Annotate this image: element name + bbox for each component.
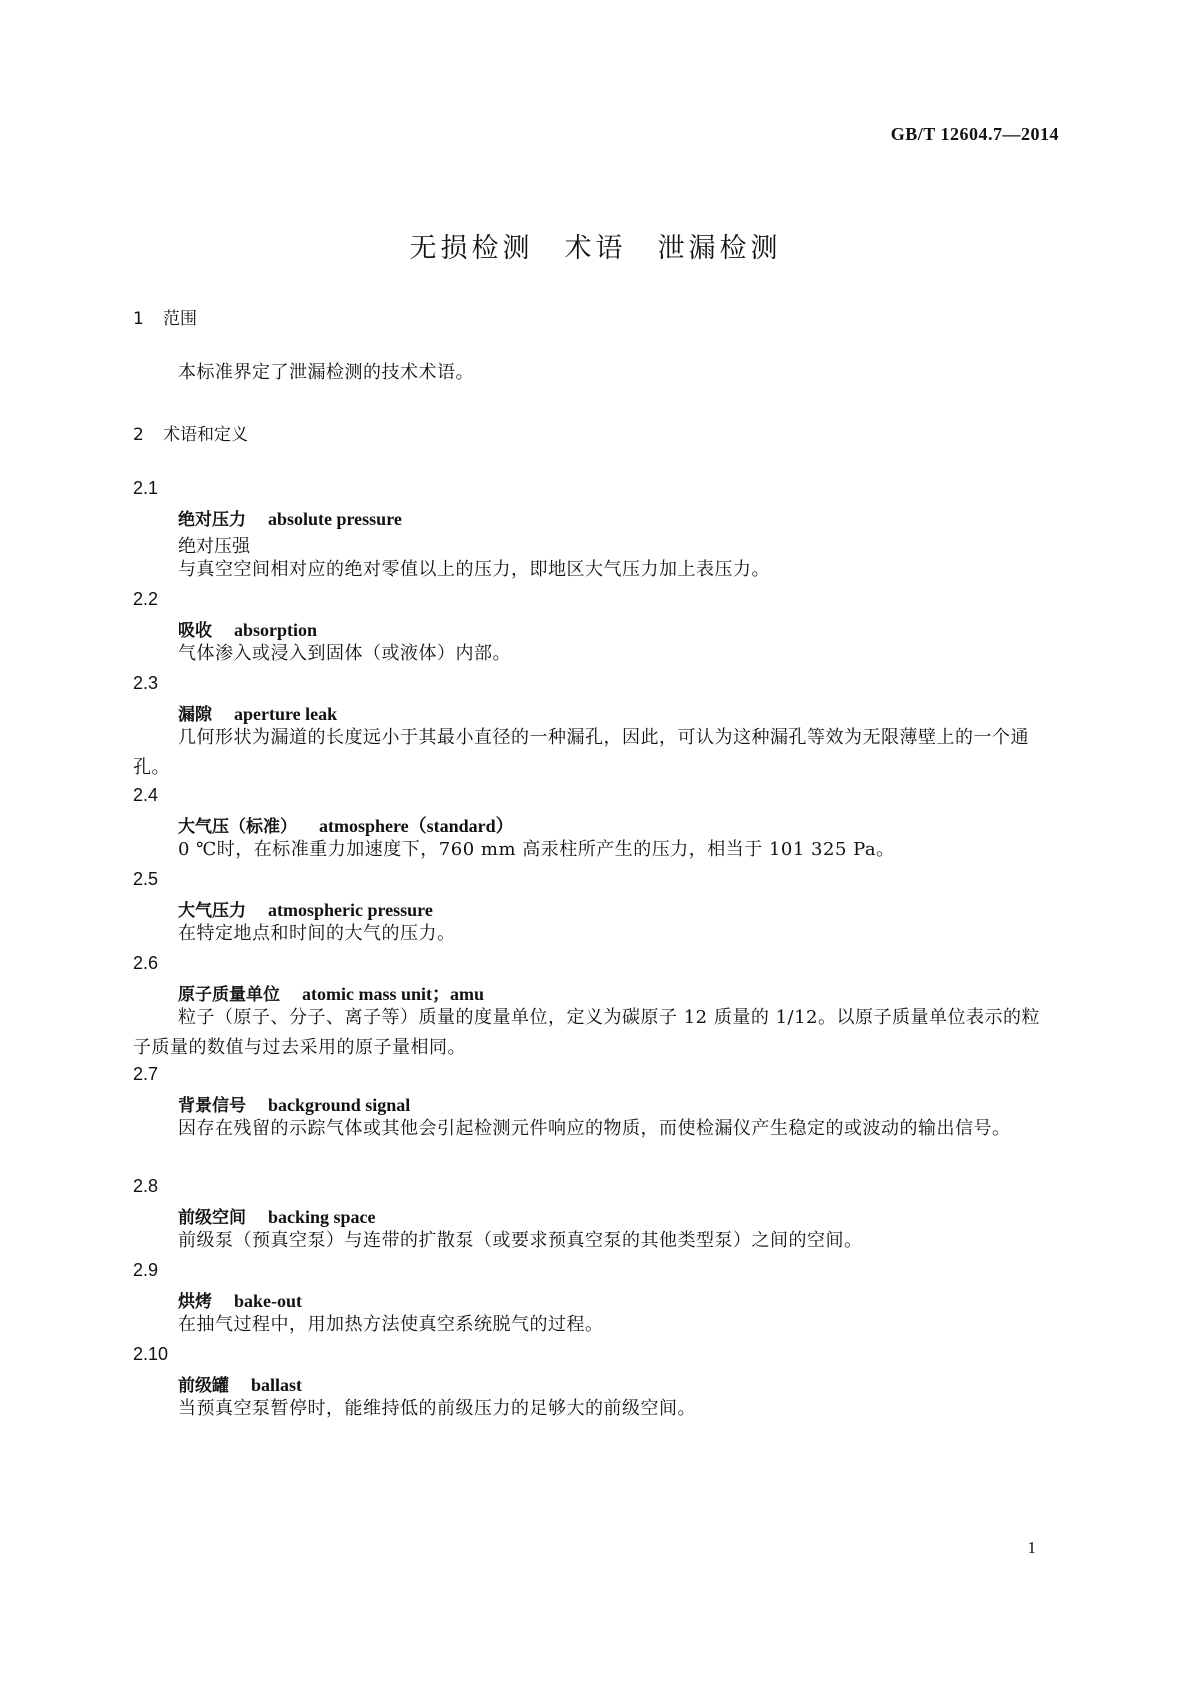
- section-title: 术语和定义: [163, 425, 248, 445]
- term-name-en: background signal: [268, 1095, 411, 1115]
- term-number: 2.1: [133, 478, 159, 498]
- term-number: 2.7: [133, 1064, 159, 1084]
- term-definition: 在特定地点和时间的大气的压力。: [178, 923, 456, 944]
- term-name: [178, 505, 402, 530]
- term-number: 2.10: [133, 1344, 169, 1364]
- term-number: 2.8: [133, 1176, 159, 1196]
- term-name: [178, 1091, 410, 1116]
- standard-code: GB/T 12604.7—2014: [890, 124, 1059, 144]
- term-name-en: bake-out: [234, 1291, 303, 1311]
- term-name-zh: 绝对压力: [178, 510, 246, 530]
- term-definition: 几何形状为漏道的长度远小于其最小直径的一种漏孔，因此，可认为这种漏孔等效为无限薄壁上的一个通孔。: [133, 727, 1029, 778]
- term-definition: 气体渗入或浸入到固体（或液体）内部。: [178, 643, 511, 664]
- term-name-zh: 吸收: [178, 621, 212, 641]
- term-name: [178, 616, 317, 641]
- term-name: [178, 700, 337, 725]
- section-heading-terms: [133, 420, 248, 445]
- document-title: 无损检测 术语 泄漏检测: [409, 233, 782, 264]
- term-name-en: atomic mass unit；amu: [302, 984, 485, 1004]
- term-number: 2.2: [133, 589, 159, 609]
- term-definition: 当预真空泵暂停时，能维持低的前级压力的足够大的前级空间。: [178, 1398, 696, 1419]
- section-number: 1: [133, 309, 144, 329]
- term-name-zh: 漏隙: [178, 705, 212, 725]
- term-name-zh: 原子质量单位: [178, 985, 280, 1005]
- term-name-zh: 大气压力: [178, 901, 246, 921]
- section-heading-scope: [133, 304, 197, 329]
- term-definition: 与真空空间相对应的绝对零值以上的压力，即地区大气压力加上表压力。: [178, 559, 770, 580]
- term-name-en: absolute pressure: [268, 509, 402, 529]
- term-name-zh: 烘烤: [178, 1292, 212, 1312]
- term-number: 2.9: [133, 1260, 159, 1280]
- term-name-zh: 大气压（标准）: [178, 817, 297, 837]
- section-number: 2: [133, 425, 144, 445]
- term-name-en: aperture leak: [234, 704, 338, 724]
- term-name-en: atmosphere（standard）: [319, 816, 514, 836]
- term-name: [178, 1203, 376, 1228]
- section-title: 范围: [163, 309, 197, 329]
- term-definition: 前级泵（预真空泵）与连带的扩散泵（或要求预真空泵的其他类型泵）之间的空间。: [178, 1230, 863, 1251]
- term-definition: 因存在残留的示踪气体或其他会引起检测元件响应的物质，而使检漏仪产生稳定的或波动的输出信号。: [178, 1118, 1011, 1139]
- term-number: 2.4: [133, 785, 159, 805]
- page-number: 1: [1027, 1538, 1036, 1557]
- term-name-zh: 背景信号: [178, 1096, 246, 1116]
- term-name: [178, 896, 433, 921]
- term-name-zh: 前级空间: [178, 1208, 246, 1228]
- term-name-en: ballast: [251, 1375, 303, 1395]
- term-number: 2.5: [133, 869, 159, 889]
- term-synonym: 绝对压强: [178, 536, 250, 557]
- term-number: 2.3: [133, 673, 159, 693]
- term-definition: 粒子（原子、分子、离子等）质量的度量单位，定义为碳原子 12 质量的 1/12。以原子质量单位表示的粒子质量的数值与过去采用的原子量相同。: [133, 1007, 1040, 1058]
- term-name: [178, 1371, 302, 1396]
- scope-paragraph: 本标准界定了泄漏检测的技术术语。: [178, 362, 474, 383]
- term-name-zh: 前级罐: [178, 1376, 229, 1396]
- term-number: 2.6: [133, 953, 159, 973]
- term-name-en: atmospheric pressure: [268, 900, 433, 920]
- term-name-en: absorption: [234, 620, 318, 640]
- term-name: [178, 1287, 302, 1312]
- term-name-en: backing space: [268, 1207, 376, 1227]
- term-definition: 在抽气过程中，用加热方法使真空系统脱气的过程。: [178, 1314, 604, 1335]
- term-definition: 0 ℃时，在标准重力加速度下，760 mm 高汞柱所产生的压力，相当于 101 325 Pa。: [178, 839, 895, 860]
